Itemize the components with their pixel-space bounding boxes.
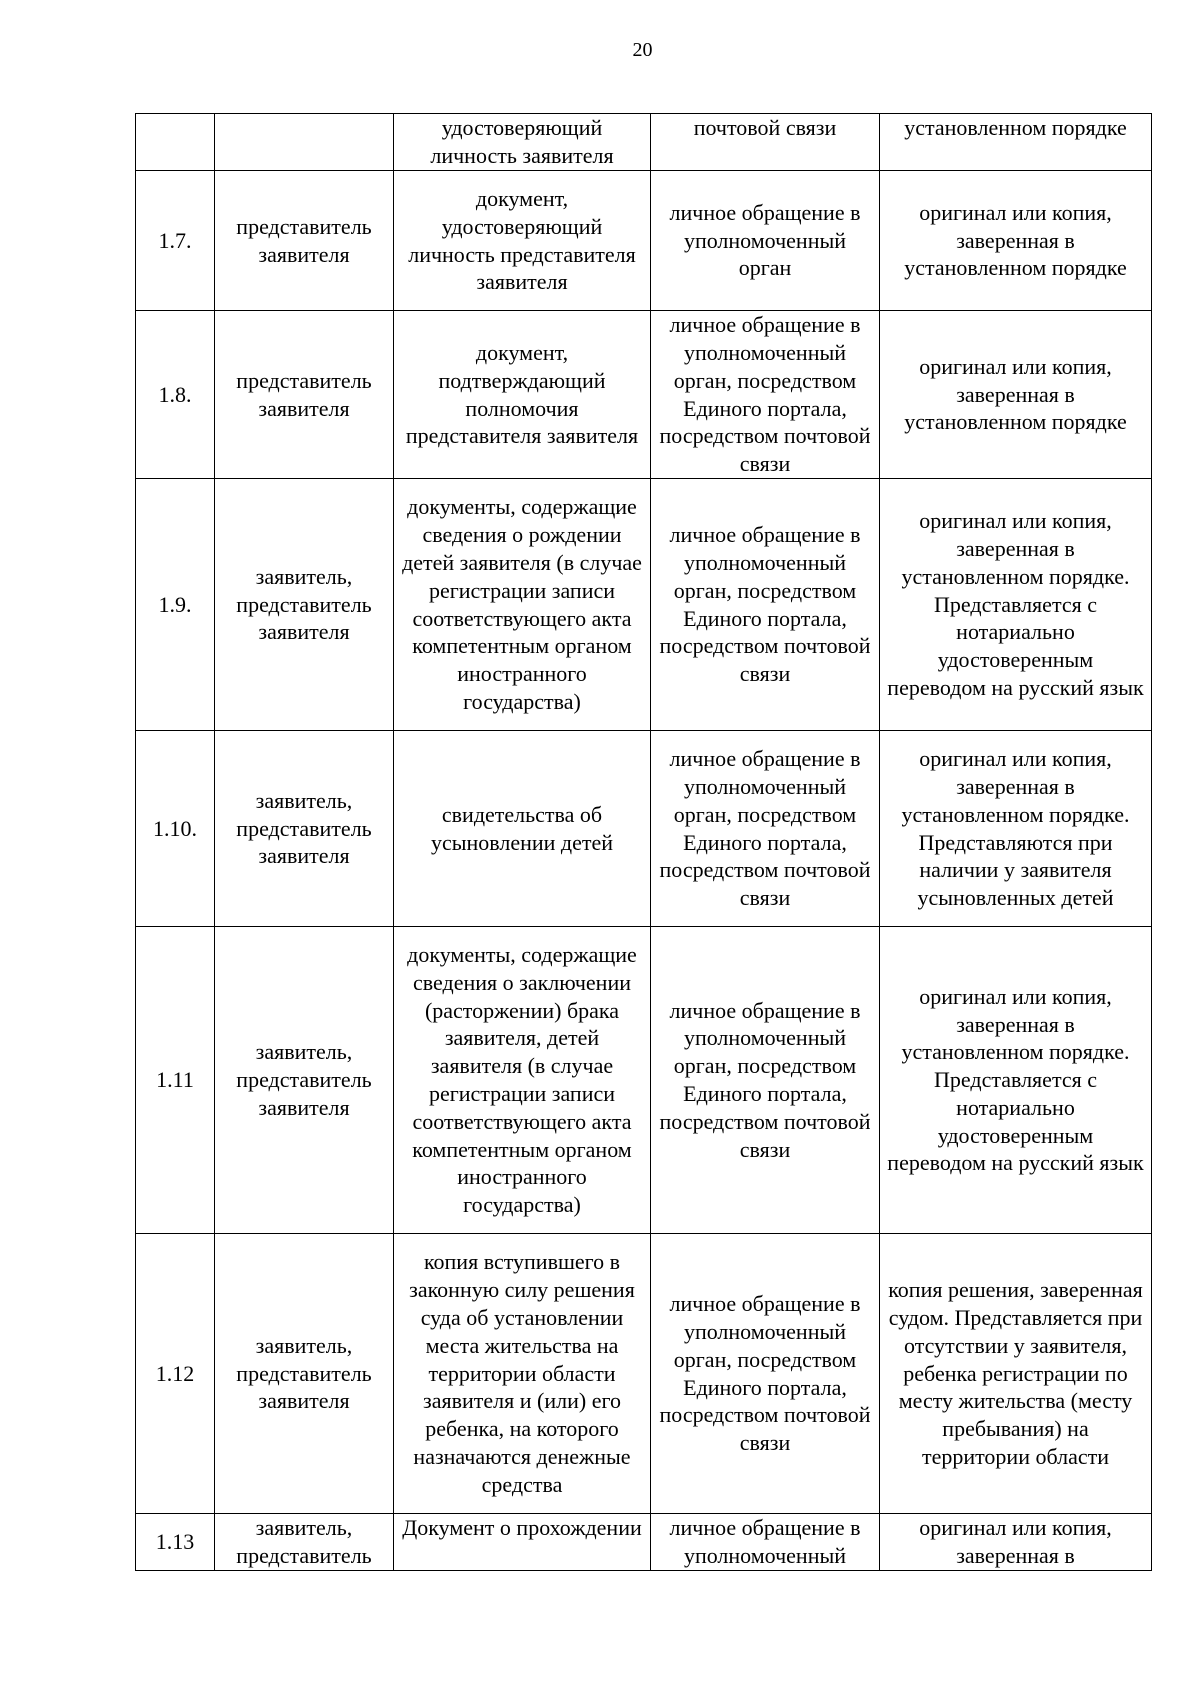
- submission-method-cell: личное обращение в уполномоченный орган: [651, 171, 880, 311]
- document-cell: копия вступившего в законную силу решения суда об установлении места жительства на территории области заявителя и (или) его ребенка, на которого назначаются денежные средства: [394, 1234, 651, 1514]
- submission-method-cell: личное обращение в уполномоченный орган, посредством Единого портала, посредством почтовой связи: [651, 927, 880, 1234]
- applicant-cell: представитель заявителя: [215, 311, 394, 479]
- submission-method-cell: почтовой связи: [651, 114, 880, 171]
- applicant-cell: заявитель, представитель заявителя: [215, 731, 394, 927]
- row-number-cell: [136, 114, 215, 171]
- document-cell: Документ о прохождении: [394, 1514, 651, 1571]
- row-number-cell: 1.7.: [136, 171, 215, 311]
- table-row: [136, 311, 1152, 479]
- applicant-cell: заявитель, представитель заявителя: [215, 479, 394, 731]
- row-number-cell: 1.10.: [136, 731, 215, 927]
- table-row: [136, 731, 1152, 927]
- document-cell: документы, содержащие сведения о рождении детей заявителя (в случае регистрации записи соответствующего акта компетентным органом иностранного государства): [394, 479, 651, 731]
- submission-method-cell: личное обращение в уполномоченный орган, посредством Единого портала, посредством почтовой связи: [651, 479, 880, 731]
- table-row: [136, 479, 1152, 731]
- document-cell: документы, содержащие сведения о заключении (расторжении) брака заявителя, детей заявителя (в случае регистрации записи соответствующего акта компетентным органом иностранного государства): [394, 927, 651, 1234]
- row-number-cell: 1.8.: [136, 311, 215, 479]
- applicant-cell: заявитель, представитель заявителя: [215, 1234, 394, 1514]
- document-cell: свидетельства об усыновлении детей: [394, 731, 651, 927]
- document-form-cell: установленном порядке: [880, 114, 1152, 171]
- document-cell: документ, удостоверяющий личность представителя заявителя: [394, 171, 651, 311]
- documents-table: [135, 113, 1152, 1571]
- submission-method-cell: личное обращение в уполномоченный орган, посредством Единого портала, посредством почтовой связи: [651, 311, 880, 479]
- row-number-cell: 1.12: [136, 1234, 215, 1514]
- applicant-cell: представитель заявителя: [215, 171, 394, 311]
- applicant-cell: заявитель, представитель: [215, 1514, 394, 1571]
- document-form-cell: оригинал или копия, заверенная в установленном порядке: [880, 311, 1152, 479]
- applicant-cell: заявитель, представитель заявителя: [215, 927, 394, 1234]
- submission-method-cell: личное обращение в уполномоченный орган, посредством Единого портала, посредством почтовой связи: [651, 1234, 880, 1514]
- row-number-cell: 1.11: [136, 927, 215, 1234]
- table-row: [136, 1514, 1152, 1571]
- document-form-cell: оригинал или копия, заверенная в: [880, 1514, 1152, 1571]
- row-number-cell: 1.9.: [136, 479, 215, 731]
- table-row: [136, 171, 1152, 311]
- document-form-cell: оригинал или копия, заверенная в установленном порядке. Представляются при наличии у заявителя усыновленных детей: [880, 731, 1152, 927]
- document-cell: документ, подтверждающий полномочия представителя заявителя: [394, 311, 651, 479]
- document-form-cell: оригинал или копия, заверенная в установленном порядке: [880, 171, 1152, 311]
- table-row: [136, 114, 1152, 171]
- submission-method-cell: личное обращение в уполномоченный орган, посредством Единого портала, посредством почтовой связи: [651, 731, 880, 927]
- document-form-cell: оригинал или копия, заверенная в установленном порядке. Представляется с нотариально удостоверенным переводом на русский язык: [880, 479, 1152, 731]
- table-row: [136, 927, 1152, 1234]
- document-cell: удостоверяющий личность заявителя: [394, 114, 651, 171]
- document-form-cell: копия решения, заверенная судом. Представляется при отсутствии у заявителя, ребенка регистрации по месту жительства (месту пребывания) на территории области: [880, 1234, 1152, 1514]
- applicant-cell: [215, 114, 394, 171]
- document-form-cell: оригинал или копия, заверенная в установленном порядке. Представляется с нотариально удостоверенным переводом на русский язык: [880, 927, 1152, 1234]
- row-number-cell: 1.13: [136, 1514, 215, 1571]
- submission-method-cell: личное обращение в уполномоченный: [651, 1514, 880, 1571]
- table-row: [136, 1234, 1152, 1514]
- page-number: 20: [632, 39, 653, 61]
